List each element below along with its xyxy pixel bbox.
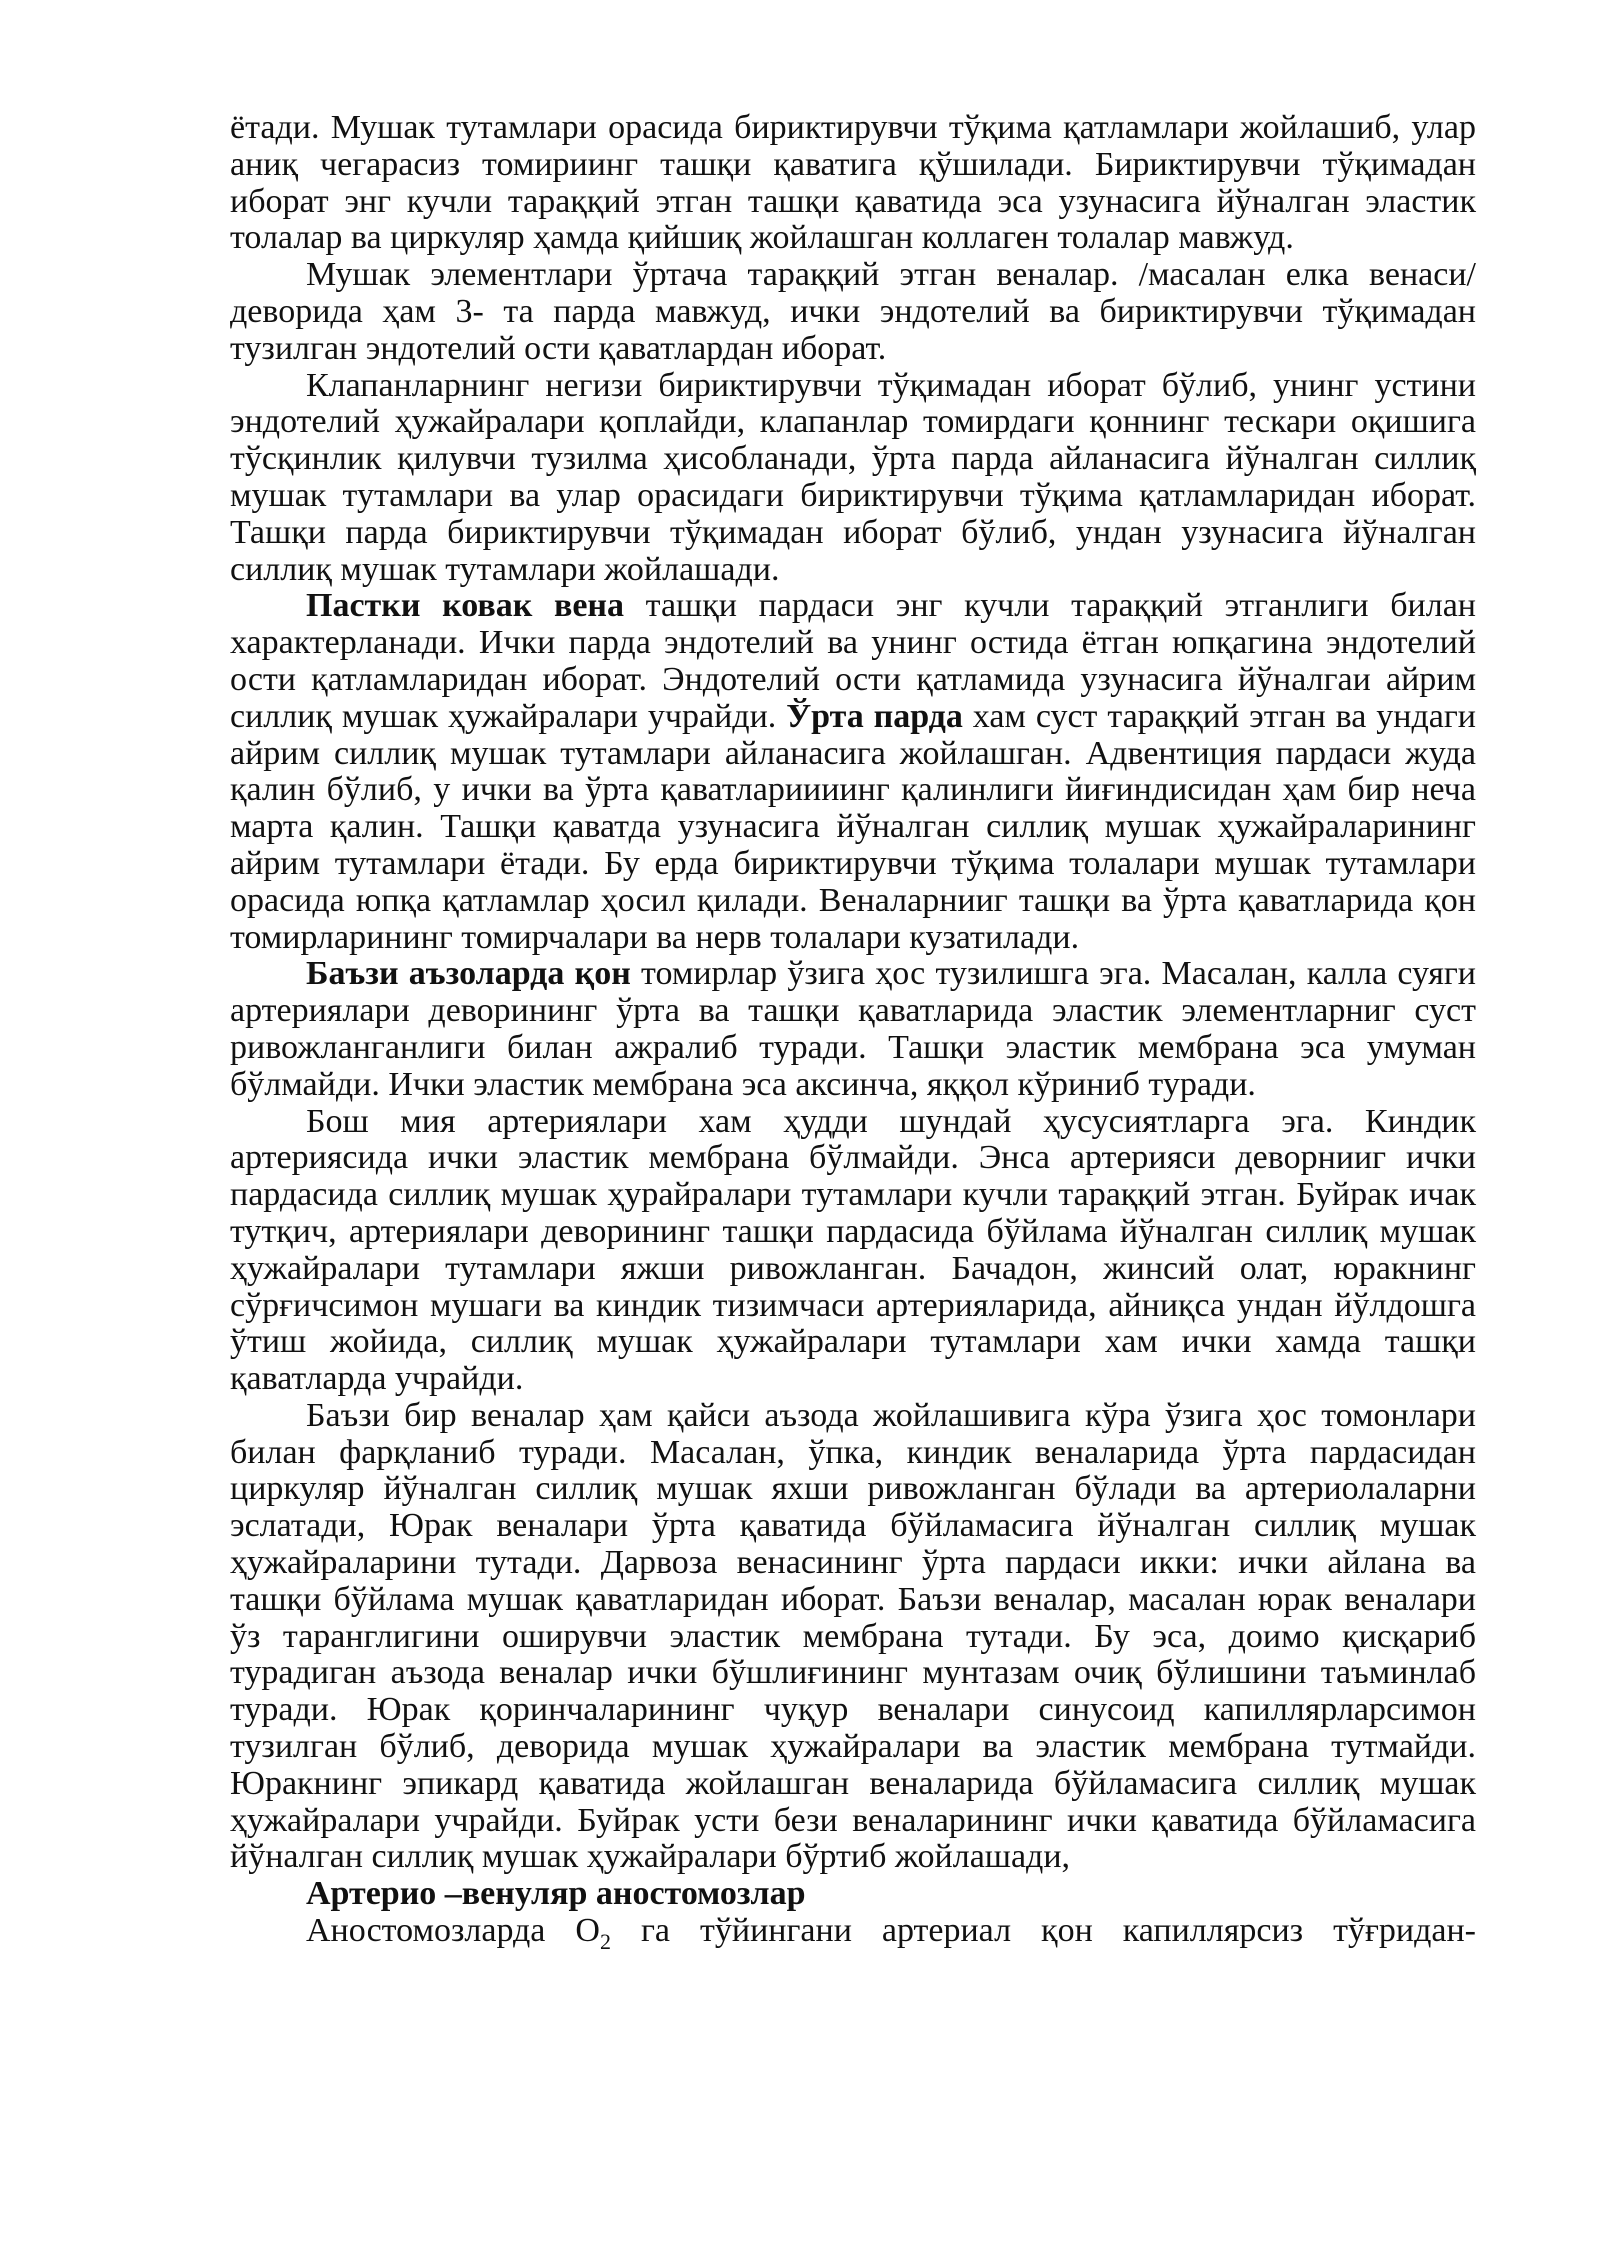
- paragraph-4: [230, 588, 1476, 956]
- paragraph-3: Клапанларнинг негизи бириктирувчи тўқимадан иборат бўлиб, унинг устини эндотелий ҳужайралари қоплайди, клапанлар томирдаги қоннинг тескари оқишига тўсқинлик қилувчи тузилма ҳисобланади, ўрта парда айланасига йўналган силлиқ мушак тутамлари ва улар орасидаги бириктирувчи тўқима қатламларидан иборат. Ташқи парда бириктирувчи тўқимадан иборат бўлиб, ундан узунасига йўналган силлиқ мушак тутамлари жойлашади.: [230, 366, 1476, 588]
- paragraph-5-text: томирлар ўзига ҳос тузилишга эга. Масалан, калла суяги артериялари деворининг ўрта ва ташқи қаватларида эластик элементларниг суст ривожланганлиги билан ажралиб туради. Ташқи эластик мембрана эса умуман бўлмайди. Ички эластик мембрана эса аксинча, яққол кўриниб туради.: [230, 955, 1476, 1103]
- paragraph-6: Бош мия артериялари хам ҳудди шундай ҳусусиятларга эга. Киндик артериясида ички эластик мембрана бўлмайди. Энса артерияси деворнииг ички пардасида силлиқ мушак ҳурайралари тутамлари кучли тараққий этган. Буйрак ичак тутқич, артериялари деворининг ташқи пардасида бўйлама йўналган силлиқ мушак ҳужайралари тутамлари яжши ривожланган. Бачадон, жинсий олат, юракнинг сўрғичсимон мушаги ва киндик тизимчаси артерияларида, айниқса ундан йўлдошга ўтиш жойида, силлиқ мушак ҳужайралари тутамлари хам ички хамда ташқи қаватларда учрайди.: [230, 1102, 1476, 1398]
- oxygen-subscript: 2: [599, 1928, 611, 1954]
- paragraph-8: [230, 1912, 1477, 1954]
- term-inferior-vena-cava: Пастки ковак вена: [306, 587, 625, 625]
- paragraph-4-text-b: хам суст тараққий этган ва ундаги айрим силлиқ мушак тутамлари айланасига жойлашган. Адвентиция пардаси жуда қалин бўлиб, у ички ва ўрта қаватлариииинг қалинлиги йиғиндисидан ҳам бир неча марта қалин. Ташқи қаватда узунасига йўналган силлиқ мушак ҳужайраларининг айрим тутамлари ётади. Бу ерда бириктирувчи тўқима толалари мушак тутамлари орасида юпқа қатламлар ҳосил қилади. Веналарнииг ташқи ва ўрта қаватларида қон томирларининг томирчалари ва нерв толалари кузатилади.: [230, 697, 1476, 956]
- document-page: [230, 109, 1477, 1954]
- paragraph-8-text-a: Аностомозларда О: [306, 1912, 600, 1950]
- paragraph-8-text-b: га тўйингани артериал қон капиллярсиз тўғридан-: [610, 1912, 1477, 1950]
- paragraph-7: Баъзи бир веналар ҳам қайси аъзода жойлашивига кўра ўзига ҳос томонлари билан фарқланиб туради. Масалан, ўпка, киндик веналарида ўрта пардасидан циркуляр йўналган силлиқ мушак яхши ривожланган бўлади ва артериолаларни эслатади, Юрак веналари ўрта қаватида бўйламасига йўналган силлиқ мушак ҳужайраларини тутади. Дарвоза венасининг ўрта пардаси икки: ички айлана ва ташқи бўйлама мушак қаватларидан иборат. Баъзи веналар, масалан юрак веналари ўз таранглигини оширувчи эластик мембрана тутади. Бу эса, доимо қисқариб турадиган аъзода веналар ички бўшлиғининг мунтазам очиқ бўлишини таъминлаб туради. Юрак қоринчаларининг чуқур веналари синусоид капиллярларсимон тузилган бўлиб, деворида мушак ҳужайралари ва эластик мембрана тутмайди. Юракнинг эпикард қаватида жойлашган веналарида бўйламасига силлиқ мушак ҳужайралари учрайди. Буйрак усти бези веналарининг ички қаватида бўйламасига йўналган силлиқ мушак ҳужайралари бўртиб жойлашади,: [230, 1396, 1476, 1876]
- term-tunica-media: Ўрта парда: [786, 697, 963, 735]
- paragraph-5: [230, 956, 1476, 1103]
- paragraph-2: Мушак элементлари ўртача тараққий этган веналар. /масалан елка венаси/ деворида ҳам 3- та парда мавжуд, ички эндотелий ва бириктирувчи тўқимадан тузилган эндотелий ости қаватлардан иборат.: [230, 256, 1476, 367]
- paragraph-4-text-a: ташқи пардаси энг кучли тараққий этганлиги билан характерланади. Ички парда эндотелий ва унинг остида ётган юпқагина эндотелий ости қатламларидан иборат. Эндотелий ости қатламида узунасига йўналгаи айрим силлиқ мушак ҳужайралари учрайди.: [230, 587, 1476, 735]
- term-some-organs-blood: Баъзи аъзоларда қон: [306, 955, 631, 993]
- section-heading: Артерио –венуляр аностомозлар: [306, 1875, 806, 1913]
- paragraph-1: ётади. Мушак тутамлари орасида бириктирувчи тўқима қатламлари жойлашиб, улар аниқ чегарасиз томириинг ташқи қаватига қўшилади. Бириктирувчи тўқимадан иборат энг кучли тараққий этган ташқи қаватида эса узунасига йўналган эластик толалар ва циркуляр ҳамда қийшиқ жойлашган коллаген толалар мавжуд.: [230, 109, 1476, 257]
